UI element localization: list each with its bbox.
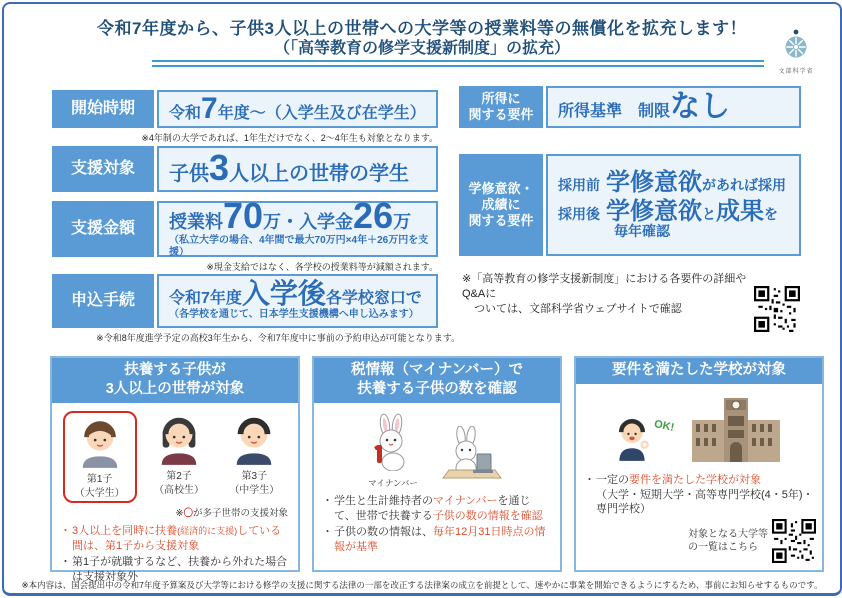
income-requirement-value: 所得基準 制限なし [546, 86, 801, 128]
family-bullets [52, 519, 298, 584]
school-illustration [576, 384, 822, 468]
card-school-title: 要件を満たした学校が対象 [576, 358, 822, 384]
card-family-eligibility [50, 356, 300, 583]
family-legend: ※〇が多子世帯の支援対象 [175, 508, 288, 520]
merit-requirement-value: 採用前 学修意欲があれば採用 採用後 学修意欲と成果を 毎年確認 [546, 154, 801, 256]
mext-logo-label: 文部科学省 [778, 69, 814, 75]
ok-label: OK! [652, 418, 676, 435]
support-amount-sub: （私立大学の場合、4年間で最大70万円×4年＋26万円を支援） [169, 234, 429, 258]
tax-bullet-2: ・ 子供の数の情報は、毎年12月31日時点の情報が基準 [322, 525, 552, 554]
third-child-icon [229, 411, 279, 465]
apply-procedure-label: 申込手続 [52, 274, 154, 328]
school-qr-row [576, 519, 822, 563]
row-start-period [52, 90, 438, 128]
rabbit-computer-icon [437, 426, 507, 484]
apply-procedure-sub: （各学校を通じて、日本学生支援機構へ申し込みます） [169, 309, 419, 320]
person-third-child: 第3子 （中学生） [221, 411, 287, 497]
apply-procedure-note: ※令和8年度進学予定の高校3年生から、令和7年度中に事前の予約申込が可能となります。 [96, 333, 460, 343]
family-illustration [52, 403, 298, 503]
support-amount-label: 支援金額 [52, 201, 154, 257]
qr-code-website [754, 286, 800, 332]
support-target-label: 支援対象 [52, 146, 154, 192]
card-family-title: 扶養する子供が 3人以上の世帯が対象 [52, 358, 298, 403]
card-tax-title: 税情報（マイナンバー）で 扶養する子供の数を確認 [314, 358, 560, 403]
qr-code-school-list [772, 519, 816, 563]
family-bullet-1: ・ 3人以上を同時に扶養(経済的に支援)している間は、第1子から支援対象 [60, 524, 290, 553]
university-building-icon [688, 396, 784, 462]
support-amount-note: ※現金支給ではなく、各学校の授業料等が減額されます。 [206, 262, 438, 272]
page-title: 令和7年度から、子供3人以上の世帯への大学等の授業料等の無償化を拡充します！ [97, 19, 747, 38]
person-first-child: 第1子 （大学生） [63, 411, 137, 503]
card-eligible-schools [574, 356, 824, 572]
merit-requirement-label: 学修意欲・ 成績に 関する要件 [459, 154, 543, 256]
mext-logo [770, 28, 822, 75]
support-amount-value: 授業料70万・入学金26万 （私立大学の場合、4年間で最大70万円×4年＋26万円を支援） [157, 201, 438, 257]
card-tax-info [312, 356, 562, 572]
mynumber-mascot-icon [367, 413, 419, 471]
approver-icon [614, 404, 650, 462]
row-support-target [52, 146, 438, 192]
qa-note: ※「高等教育の修学支援新制度」における各要件の詳細やQ&Aに ついては、文部科学省ウェブサイトで確認 [462, 273, 747, 315]
start-period-note: ※4年制の大学であれば、1年生だけでなく、2～4年生も対象となります。 [141, 133, 438, 143]
school-qr-caption: 対象となる大学等 の一覧はこちら [688, 528, 768, 553]
income-requirement-label: 所得に 関する要件 [459, 86, 543, 128]
first-child-icon [75, 414, 125, 468]
family-bullet-2: ・ 第1子が就職するなど、扶養から外れた場合は支援対象外 [60, 555, 290, 584]
apply-procedure-value: 令和7年度入学後各学校窓口で （各学校を通じて、日本学生支援機構へ申し込みます） [157, 274, 438, 328]
school-bullet-1: ・ 一定の要件を満たした学校が対象 （大学・短期大学・高等専門学校(4・5年)・専門学校） [584, 473, 814, 517]
red-circle-mark: 〇 [183, 508, 193, 520]
mext-emblem-icon [782, 28, 810, 60]
footer-disclaimer: ※本内容は、国会提出中の令和7年度予算案及び大学等における修学の支援に関する法律の一部を改正する法律案の成立を前提として、速やかに事業を開始できるようにするため、事前にお知らせするものです。 [21, 580, 823, 590]
flyer-page [2, 2, 842, 596]
start-period-label: 開始時期 [52, 90, 154, 128]
tax-bullet-1: ・ 学生と生計維持者のマイナンバーを通じて、世帯で扶養する子供の数の情報を確認 [322, 494, 552, 523]
row-support-amount [52, 194, 438, 258]
page-subtitle: （「高等教育の修学支援新制度」の拡充） [273, 40, 570, 57]
mynumber-illustration [314, 403, 560, 489]
row-merit-requirement [459, 154, 801, 256]
row-income-requirement [459, 86, 801, 128]
person-second-child: 第2子 （高校生） [146, 411, 212, 497]
mynumber-mascot-label: マイナンバー [368, 478, 418, 489]
title-divider [152, 60, 764, 67]
rabbit-computer [437, 426, 507, 489]
second-child-icon [154, 411, 204, 465]
support-target-value: 子供3人以上の世帯の学生 [157, 146, 438, 192]
row-apply-procedure [52, 274, 438, 328]
start-period-value: 令和7年度～（入学生及び在学生） [157, 90, 438, 128]
school-bullets [576, 468, 822, 517]
mynumber-mascot [367, 413, 419, 489]
tax-bullets [314, 489, 560, 554]
